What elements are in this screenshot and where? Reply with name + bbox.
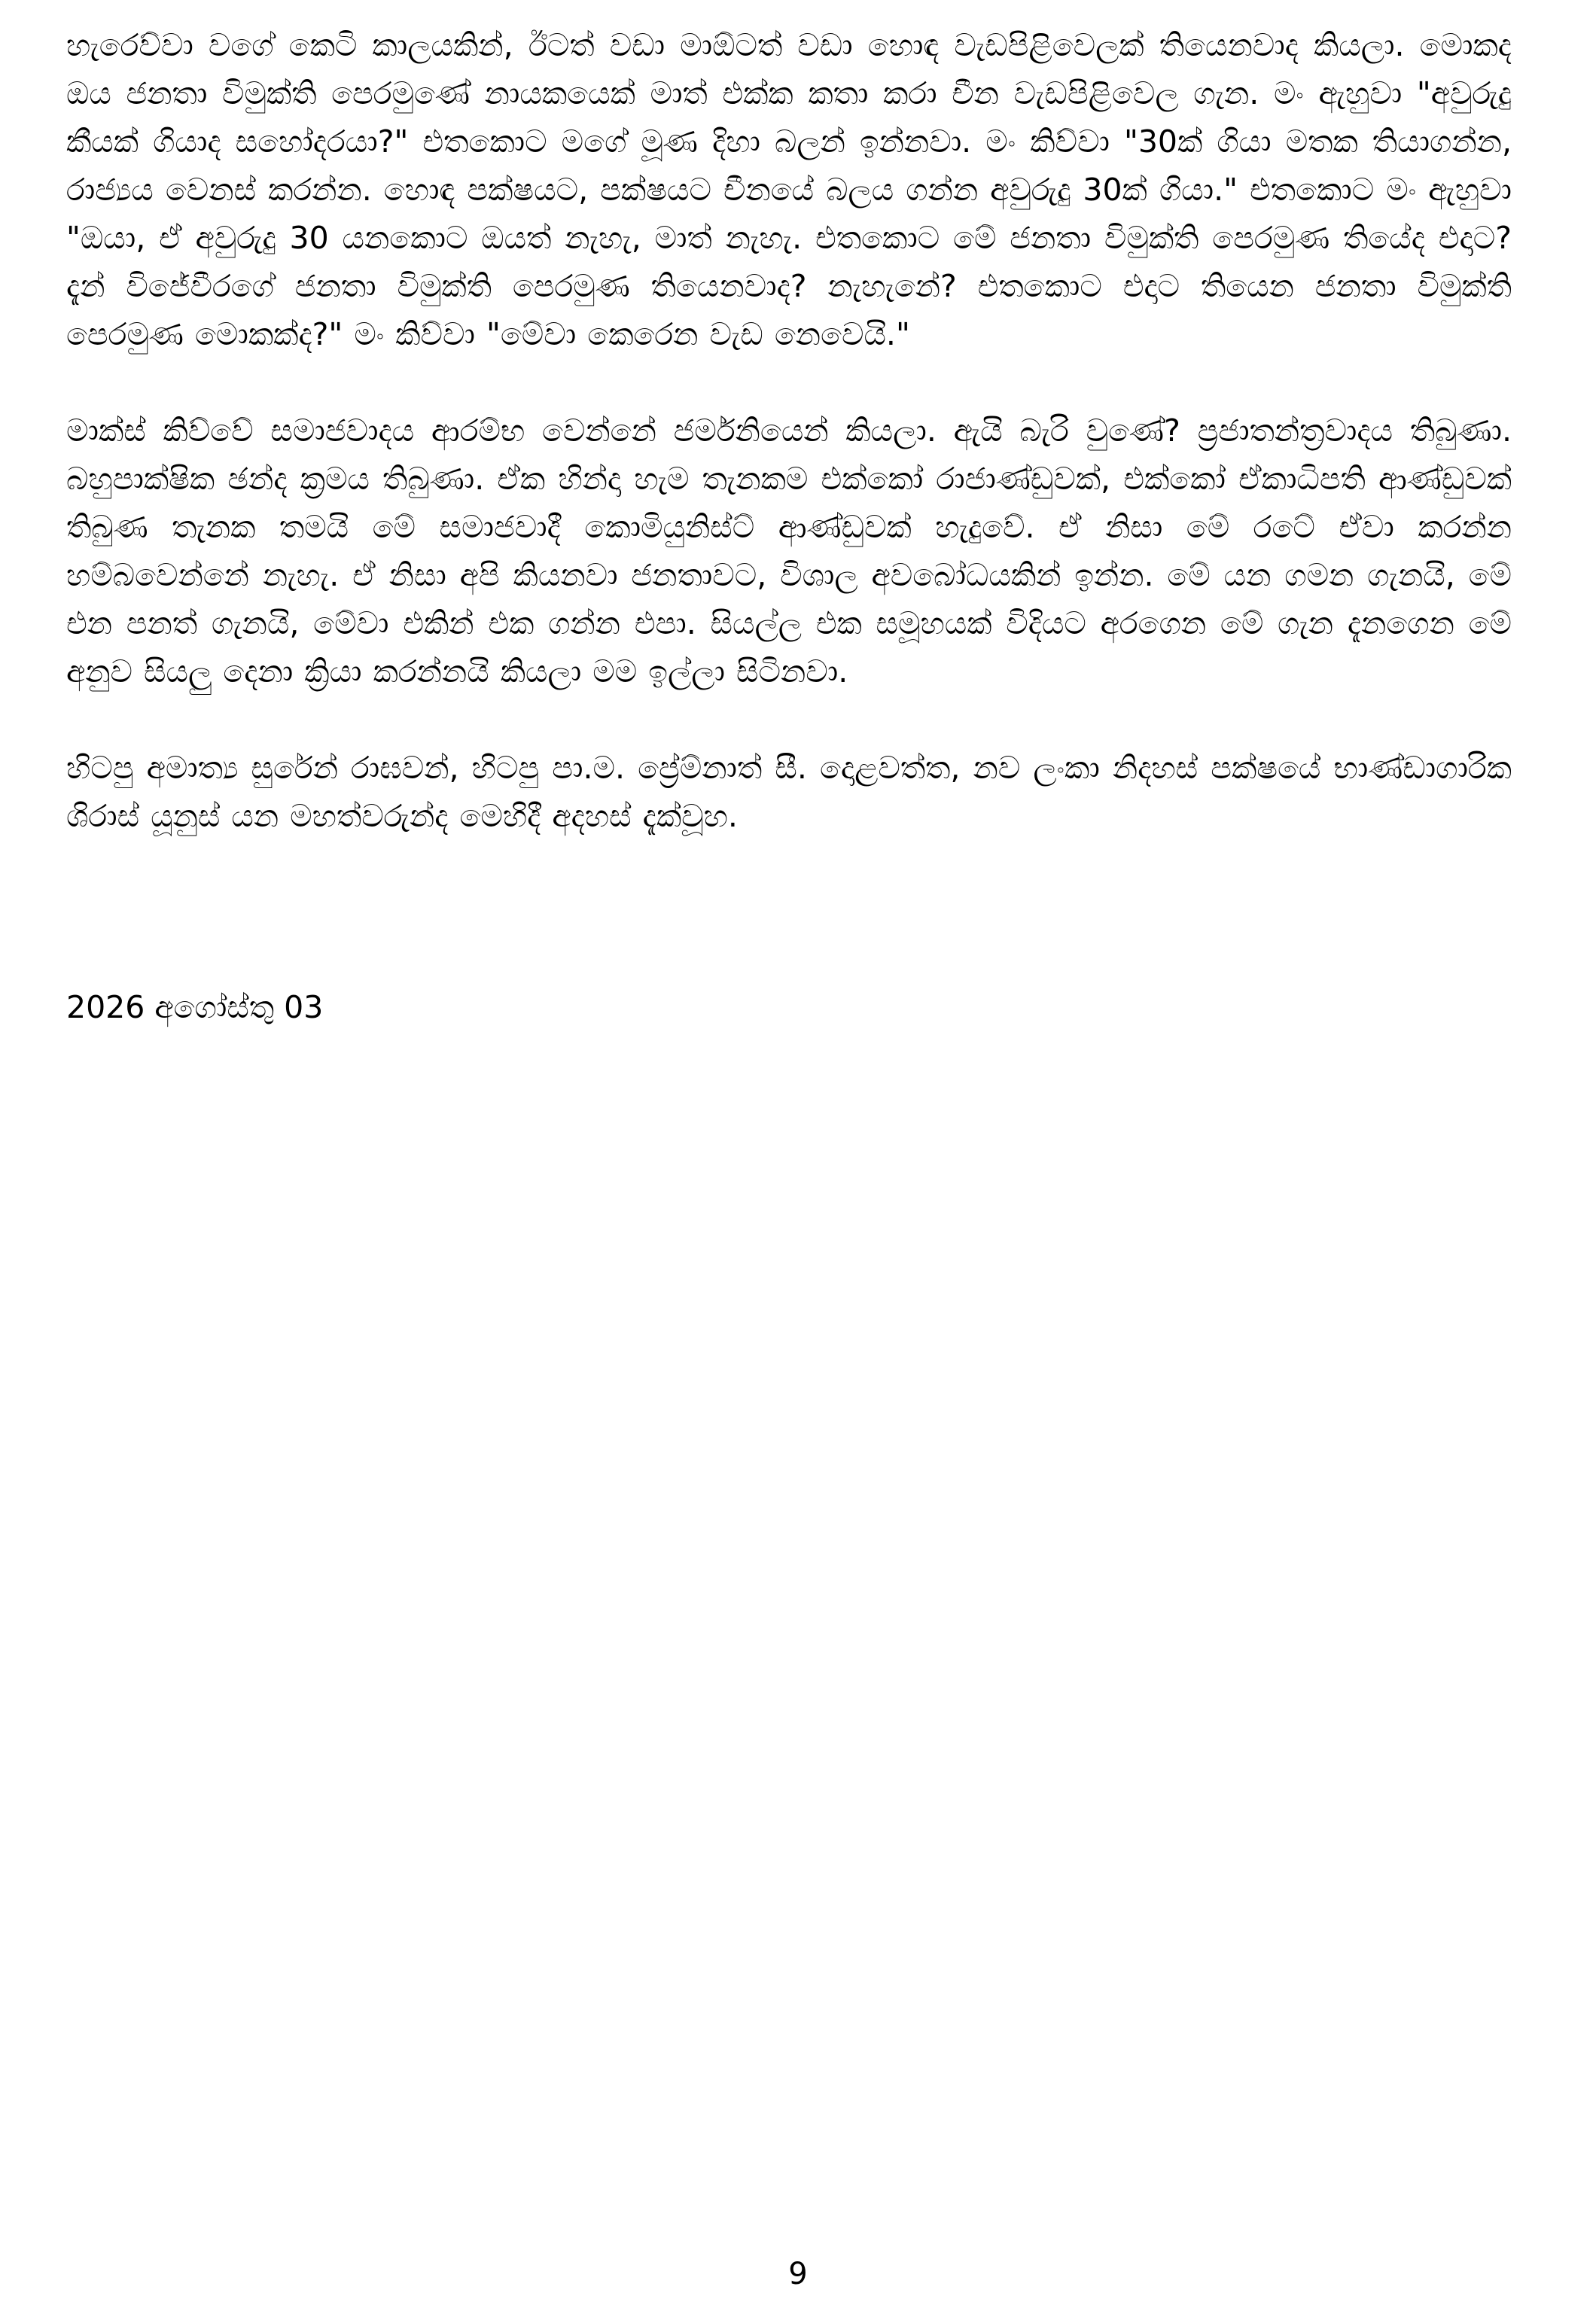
paragraph-1: හැරෙව්වා වගේ කෙටි කාලයකින්, ඊටත් වඩා මාඕටත් වඩා හොඳ වැඩපිළිවෙලක් තියෙනවාද කියලා. මොකද ඔය ජනතා විමුක්ති පෙරමුණේ නායකයෙක් මාත් එක්ක කතා කරා චීන වැඩපිළිවෙල ගැන. මං ඇහුවා "අවුරුදු කීයක් ගියාද සහෝදරයා?" එතකොට මගේ මූණ දිහා බලන් ඉන්නවා. මං කිව්වා "30ක් ගියා මතක තියාගන්න, රාජ්‍යය වෙනස් කරන්න. හොඳ පක්ෂයට, පක්ෂයට චීනයේ බලය ගන්න අවුරුදු 30ක් ගියා." එතකොට මං ඇහුවා "ඔයා, ඒ අවුරුදු 30 යනකොට ඔයත් නැහැ, මාත් නැහැ. එතකොට මේ ජනතා විමුක්ති පෙරමුණ තියේද එදාට? දැන් විජේවීරගේ ජනතා විමුක්ති පෙරමුණ තියෙනවාද? නැහැනේ? එතකොට එදාට තියෙන ජනතා විමුක්ති පෙරමුණ මොකක්ද?" මං කිව්වා "මේවා කෙරෙන වැඩ නෙවෙයි." bbox=[66, 27, 1512, 352]
paragraph-3: හිටපු අමාත්‍ය සුරේන් රාඝවන්, හිටපු පා.ම. ප්‍රේම්නාත් සී. දොළවත්ත, නව ලංකා නිදහස් පක්ෂයේ භාණ්ඩාගාරික ශිරාස් යූනුස් යන මහත්වරුන්ද මෙහිදී අදහස් දැක්වූහ. bbox=[66, 750, 1512, 834]
paragraph-2: මාක්ස් කිව්වේ සමාජවාදය ආරම්භ වෙන්නේ ජර්මනියෙන් කියලා. ඇයි බැරි වුණේ? ප්‍රජාතන්ත්‍රවාදය තිබුණා. බහුපාක්ෂික ඡන්ද ක්‍රමය තිබුණා. ඒක හින්දා හැම තැනකම එක්කෝ රාජාණ්ඩුවක්, එක්කෝ ඒකාධිපති ආණ්ඩුවක් තිබුණ තැනක තමයි මේ සමාජවාදී කොමියුනිස්ට් ආණ්ඩුවක් හැදුවේ. ඒ නිසා මේ රටේ ඒවා කරන්න හම්බවෙන්නේ නැහැ. ඒ නිසා අපි කියනවා ජනතාවට, විශාල අවබෝධයකින් ඉන්න. මේ යන ගමන ගැනයි, මේ එන පනත් ගැනයි, මේවා එකින් එක ගන්න එපා. සියල්ල එක සමූහයක් විදියට අරගෙන මේ ගැන දැනගෙන මේ අනුව සියලු දෙනා ක්‍රියා කරන්නයි කියලා මම ඉල්ලා සිටිනවා. bbox=[66, 413, 1512, 690]
document-date: 2026 අගෝස්තු 03 bbox=[66, 989, 324, 1025]
page-number: 9 bbox=[788, 2257, 808, 2291]
article-body bbox=[66, 21, 1512, 1031]
